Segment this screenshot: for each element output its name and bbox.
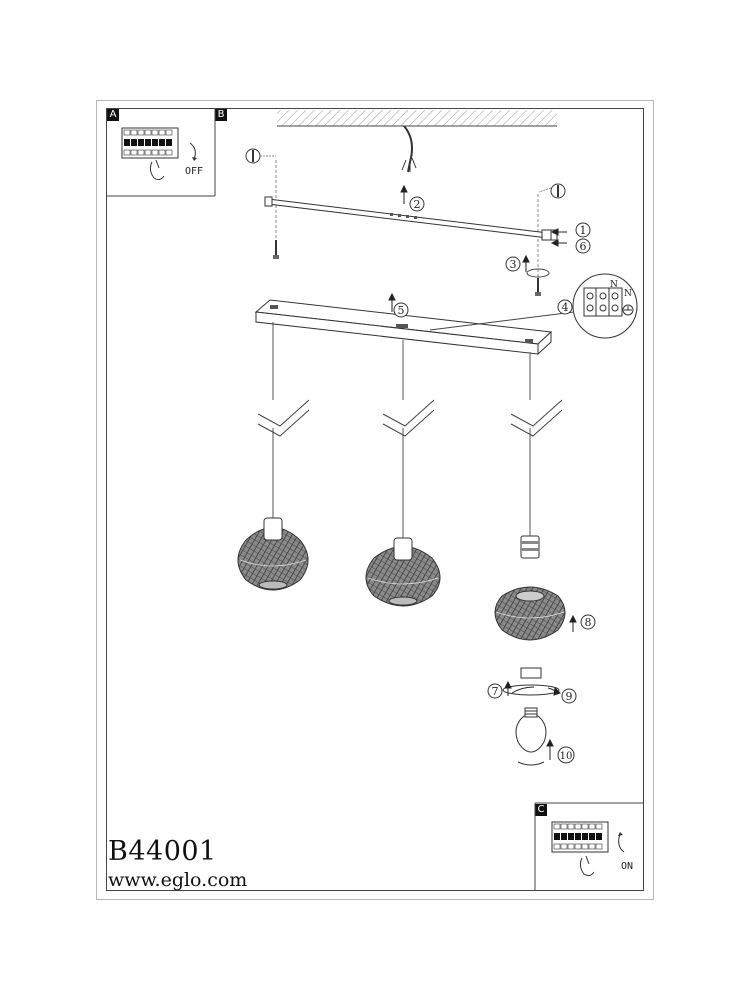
svg-text:3: 3 bbox=[509, 258, 517, 271]
retaining-ring bbox=[503, 668, 559, 695]
svg-text:N: N bbox=[624, 289, 632, 299]
screw-right bbox=[527, 269, 549, 296]
step-label-10 bbox=[558, 747, 574, 763]
step-label-8 bbox=[581, 615, 595, 629]
switch-on-text: ON bbox=[621, 861, 634, 872]
step-label-3 bbox=[506, 257, 520, 271]
lamp-shade-1 bbox=[238, 518, 308, 590]
svg-text:2: 2 bbox=[413, 198, 421, 211]
screw-left bbox=[273, 240, 279, 259]
svg-text:8: 8 bbox=[584, 616, 592, 629]
svg-text:10: 10 bbox=[559, 751, 573, 762]
website-link[interactable]: www.eglo.com bbox=[108, 869, 248, 891]
step-label-4 bbox=[558, 300, 572, 314]
mounting-bracket bbox=[265, 197, 551, 240]
svg-text:5: 5 bbox=[397, 304, 405, 317]
model-number: B44001 bbox=[108, 836, 217, 867]
lamp-shade-2 bbox=[366, 538, 440, 606]
cable-cut-mark-3 bbox=[511, 400, 562, 436]
step-label-6 bbox=[576, 239, 590, 253]
cable-cut-mark-2 bbox=[383, 400, 434, 436]
mains-cable bbox=[402, 126, 416, 172]
lamp-shade-3 bbox=[495, 587, 565, 640]
svg-text:6: 6 bbox=[579, 240, 587, 253]
cable-cut-mark-1 bbox=[258, 400, 309, 436]
svg-text:1: 1 bbox=[579, 224, 587, 237]
panel-c-label: C bbox=[535, 804, 547, 816]
step-label-2 bbox=[410, 197, 424, 211]
step-label-5 bbox=[394, 303, 408, 317]
svg-text:N: N bbox=[610, 280, 618, 290]
ceiling bbox=[277, 110, 557, 126]
canopy bbox=[256, 300, 590, 354]
terminal-block-detail bbox=[573, 274, 637, 338]
svg-text:4: 4 bbox=[561, 301, 569, 314]
svg-text:7: 7 bbox=[491, 685, 499, 698]
step-label-9 bbox=[562, 689, 576, 703]
svg-text:9: 9 bbox=[565, 690, 573, 703]
assembly-arrows bbox=[389, 186, 576, 760]
step-label-1 bbox=[576, 223, 590, 237]
breaker-box-on bbox=[552, 822, 624, 876]
panel-b-label: B bbox=[215, 109, 227, 121]
panel-a-label: A bbox=[107, 109, 119, 121]
light-bulb bbox=[516, 708, 546, 765]
lamp-socket bbox=[521, 536, 539, 558]
step-label-7 bbox=[488, 684, 502, 698]
switch-off-text: OFF bbox=[185, 166, 204, 177]
